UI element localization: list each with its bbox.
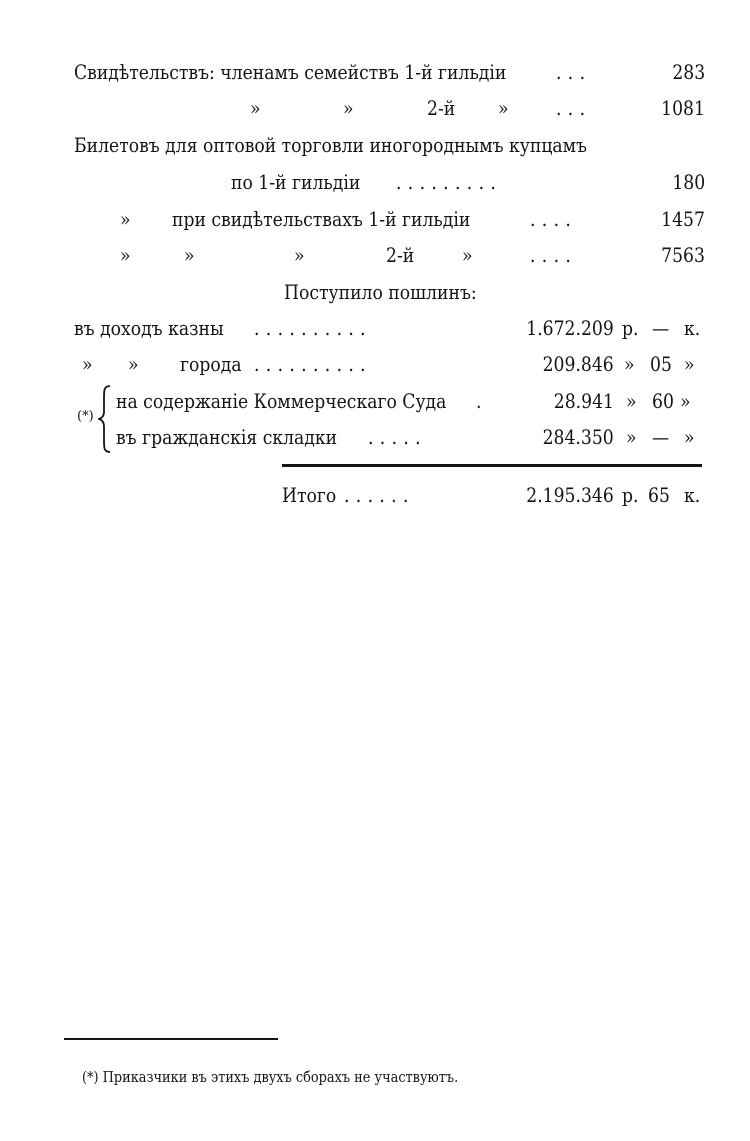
total-dots: . . . . . . — [344, 483, 409, 507]
duties-city-label: города — [180, 352, 242, 376]
tickets-row3-value: 7563 — [661, 243, 705, 267]
total-label: Итого — [282, 483, 337, 507]
duties-brace — [98, 384, 112, 454]
duties-footnote-mark: (*) — [77, 409, 94, 424]
total-kopecks: 65 — [648, 483, 670, 507]
duties-civil-label: въ гражданскія складки — [116, 425, 338, 449]
duties-treasury-label: въ доходъ казны — [74, 316, 224, 340]
duties-court-label: на содержаніе Коммерческаго Суда — [116, 389, 447, 413]
tickets-row2-value: 1457 — [661, 207, 705, 231]
duties-civil-dots: . . . . . — [368, 425, 422, 449]
duties-city-amount: 209.846 — [542, 352, 614, 376]
duties-city-dots: . . . . . . . . . . — [254, 352, 367, 376]
duties-treasury-amount: 1.672.209 — [526, 316, 614, 340]
duties-court-amount: 28.941 — [553, 389, 614, 413]
certificates-guild2-value: 1081 — [661, 96, 705, 120]
certificates-guild2-ditto-3: » — [498, 96, 509, 120]
duties-court-unit: » — [626, 389, 637, 413]
tickets-row3-ditto-4: » — [462, 243, 473, 267]
duties-city-kopecks: 05 — [650, 352, 672, 376]
tickets-row2-ditto: » — [120, 207, 131, 231]
certificates-guild2-label: 2-й — [427, 96, 456, 120]
duties-civil-unit: » — [626, 425, 637, 449]
duties-city-unit: » — [624, 352, 635, 376]
duties-civil-kop-unit: » — [684, 425, 695, 449]
tickets-row1-label: по 1-й гильдіи — [231, 170, 361, 194]
duties-court-dots: . — [476, 389, 482, 413]
duties-treasury-dots: . . . . . . . . . . — [254, 316, 367, 340]
certificates-guild1-value: 283 — [672, 60, 705, 84]
duties-civil-amount: 284.350 — [542, 425, 614, 449]
tickets-row3-ditto-1: » — [120, 243, 131, 267]
footnote-rule — [64, 1038, 278, 1040]
certificates-guild2-ditto-1: » — [250, 96, 261, 120]
duties-court-kopecks: 60 — [652, 389, 674, 413]
tickets-row1-value: 180 — [672, 170, 705, 194]
certificates-guild2-dots: . . . — [556, 96, 586, 120]
tickets-row2-dots: . . . . — [530, 207, 572, 231]
duties-heading: Поступило пошлинъ: — [284, 280, 477, 304]
duties-court-kop-unit: » — [680, 389, 691, 413]
certificates-guild1-dots: . . . — [556, 60, 586, 84]
footnote-text: (*) Приказчики въ этихъ двухъ сборахъ не участвуютъ. — [82, 1068, 459, 1086]
tickets-row3-label: 2-й — [386, 243, 415, 267]
total-amount: 2.195.346 — [526, 483, 614, 507]
duties-treasury-kopecks: — — [652, 316, 670, 340]
total-unit: р. — [622, 483, 639, 507]
duties-treasury-unit: р. — [622, 316, 639, 340]
tickets-row3-dots: . . . . — [530, 243, 572, 267]
total-kop-unit: к. — [684, 483, 701, 507]
duties-civil-kopecks: — — [652, 425, 670, 449]
tickets-row3-ditto-2: » — [184, 243, 195, 267]
certificates-heading: Свидѣтельствъ: членамъ семействъ 1-й гильдіи — [74, 60, 507, 84]
tickets-row3-ditto-3: » — [294, 243, 305, 267]
duties-city-kop-unit: » — [684, 352, 695, 376]
tickets-row1-dots: . . . . . . . . . — [396, 170, 497, 194]
duties-city-ditto-1: » — [82, 352, 93, 376]
certificates-guild2-ditto-2: » — [343, 96, 354, 120]
duties-treasury-kop-unit: к. — [684, 316, 701, 340]
tickets-heading: Билетовъ для оптовой торговли иногороднымъ купцамъ — [74, 133, 587, 157]
tickets-row2-label: при свидѣтельствахъ 1-й гильдіи — [172, 207, 471, 231]
duties-city-ditto-2: » — [128, 352, 139, 376]
total-rule — [282, 464, 702, 467]
